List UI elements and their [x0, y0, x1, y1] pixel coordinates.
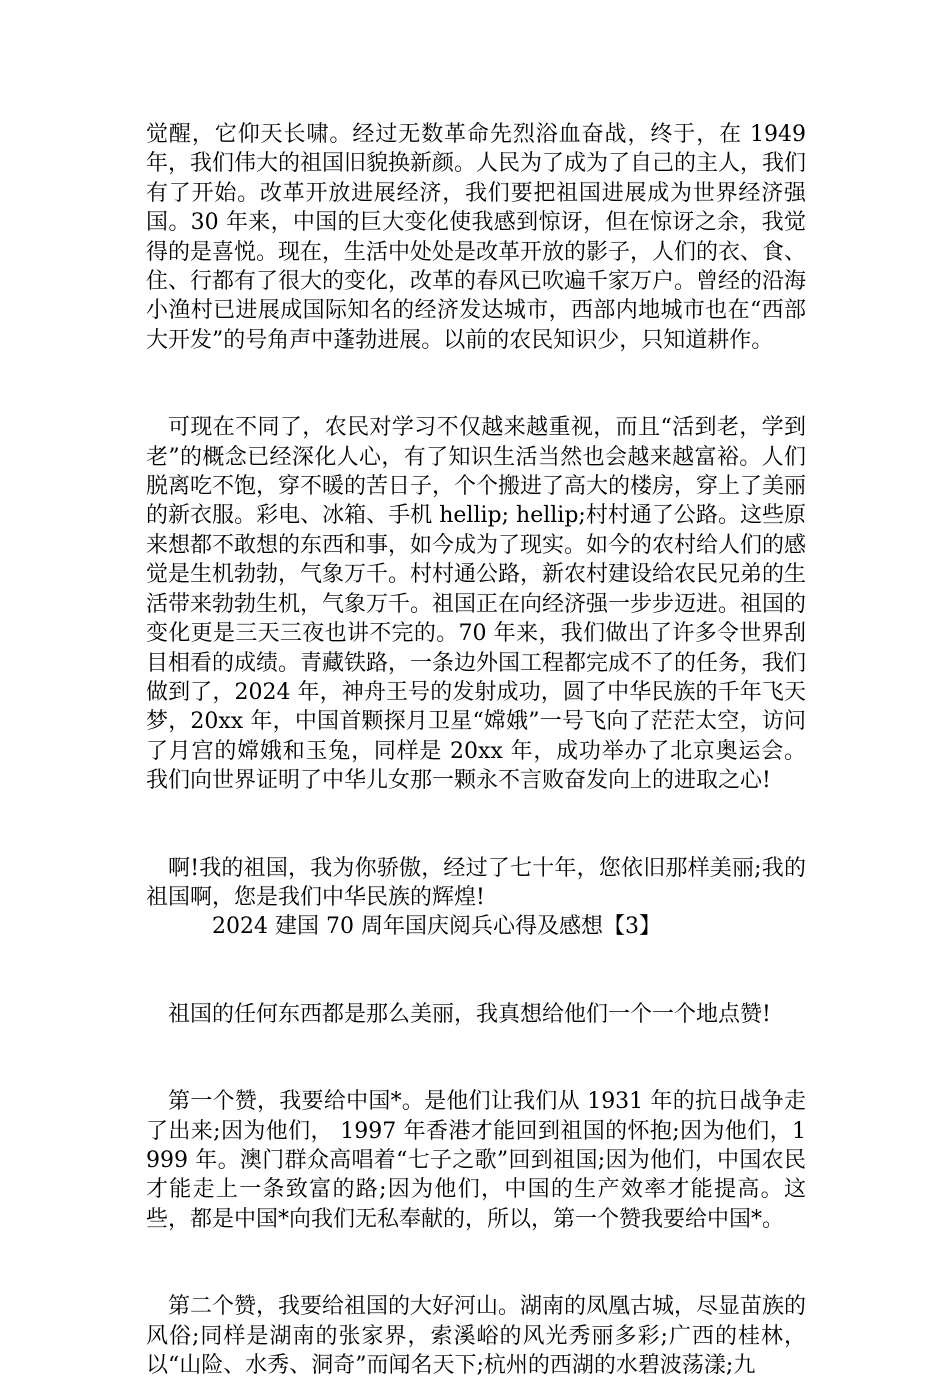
- paragraph-gap: [146, 942, 806, 1000]
- paragraph-3: 啊!我的祖国，我为你骄傲，经过了七十年，您依旧那样美丽;我的祖国啊，您是我们中华民族的辉煌!: [146, 855, 806, 910]
- section-paragraph-3: 第二个赞，我要给祖国的大好河山。湖南的凤凰古城，尽显苗族的风俗;同样是湖南的张家界，索溪峪的风光秀丽多彩;广西的桂林，以“山险、水秀、洞奇”而闻名天下;杭州的西湖的水碧波荡漾;九: [146, 1294, 807, 1378]
- paragraph-gap: [146, 355, 806, 413]
- paragraph-gap: [146, 796, 806, 854]
- section-heading: 2024 建国 70 周年国庆阅兵心得及感想【3】: [212, 914, 661, 940]
- section-paragraph-1: 祖国的任何东西都是那么美丽，我真想给他们一个一个地点赞!: [168, 1001, 771, 1027]
- section-paragraph-2: 第一个赞，我要给中国*。是他们让我们从 1931 年的抗日战争走了出来;因为他们， 1997 年香港才能回到祖国的怀抱;因为他们，1999 年。澳门群众高唱着“七子之歌”回到祖国;因为他们，中国农民才能走上一条致富的路;因为他们，中国的生产效率才能提高。这些，都是中国*向我们无私奉献的，所以，第一个赞我要给中国*。: [146, 1089, 806, 1232]
- paragraph-gap: [146, 1234, 806, 1292]
- paragraph-gap: [146, 1029, 806, 1087]
- paragraph-2: 可现在不同了，农民对学习不仅越来越重视，而且“活到老，学到老”的概念已经深化人心，有了知识生活当然也会越来越富裕。人们脱离吃不饱，穿不暖的苦日子，个个搬进了高大的楼房，穿上了美丽的新衣服。彩电、冰箱、手机 hellip; hellip;村村通了公路。这些原来想都不敢想的东西和事，如今成为了现实。如今的农村给人们的感觉是生机勃勃，气象万千。村村通公路，新农村建设给农民兄弟的生活带来勃勃生机，气象万千。祖国正在向经济强一步步迈进。祖国的变化更是三天三夜也讲不完的。70 年来，我们做出了许多令世界刮目相看的成绩。青藏铁路，一条边外国工程都完成不了的任务，我们做到了，2024 年，神舟王号的发射成功，圆了中华民族的千年飞天梦，20xx 年，中国首颗探月卫星“嫦娥”一号飞向了茫茫太空，访问了月宫的嫦娥和玉兔，同样是 20xx 年，成功举办了北京奥运会。我们向世界证明了中华儿女那一颗永不言败奋发向上的进取之心!: [146, 415, 807, 794]
- document-page: [146, 120, 806, 1380]
- paragraph-1: 觉醒，它仰天长啸。经过无数革命先烈浴血奋战，终于，在 1949 年，我们伟大的祖国旧貌换新颜。人民为了成为了自己的主人，我们有了开始。改革开放进展经济，我们要把祖国进展成为世界经济强国。30 年来，中国的巨大变化使我感到惊讶，但在惊讶之余，我觉得的是喜悦。现在，生活中处处是改革开放的影子，人们的衣、食、住、行都有了很大的变化，改革的春风已吹遍千家万户。曾经的沿海小渔村已进展成国际知名的经济发达城市，西部内地城市也在“西部大开发”的号角声中蓬勃进展。以前的农民知识少，只知道耕作。: [146, 122, 807, 353]
